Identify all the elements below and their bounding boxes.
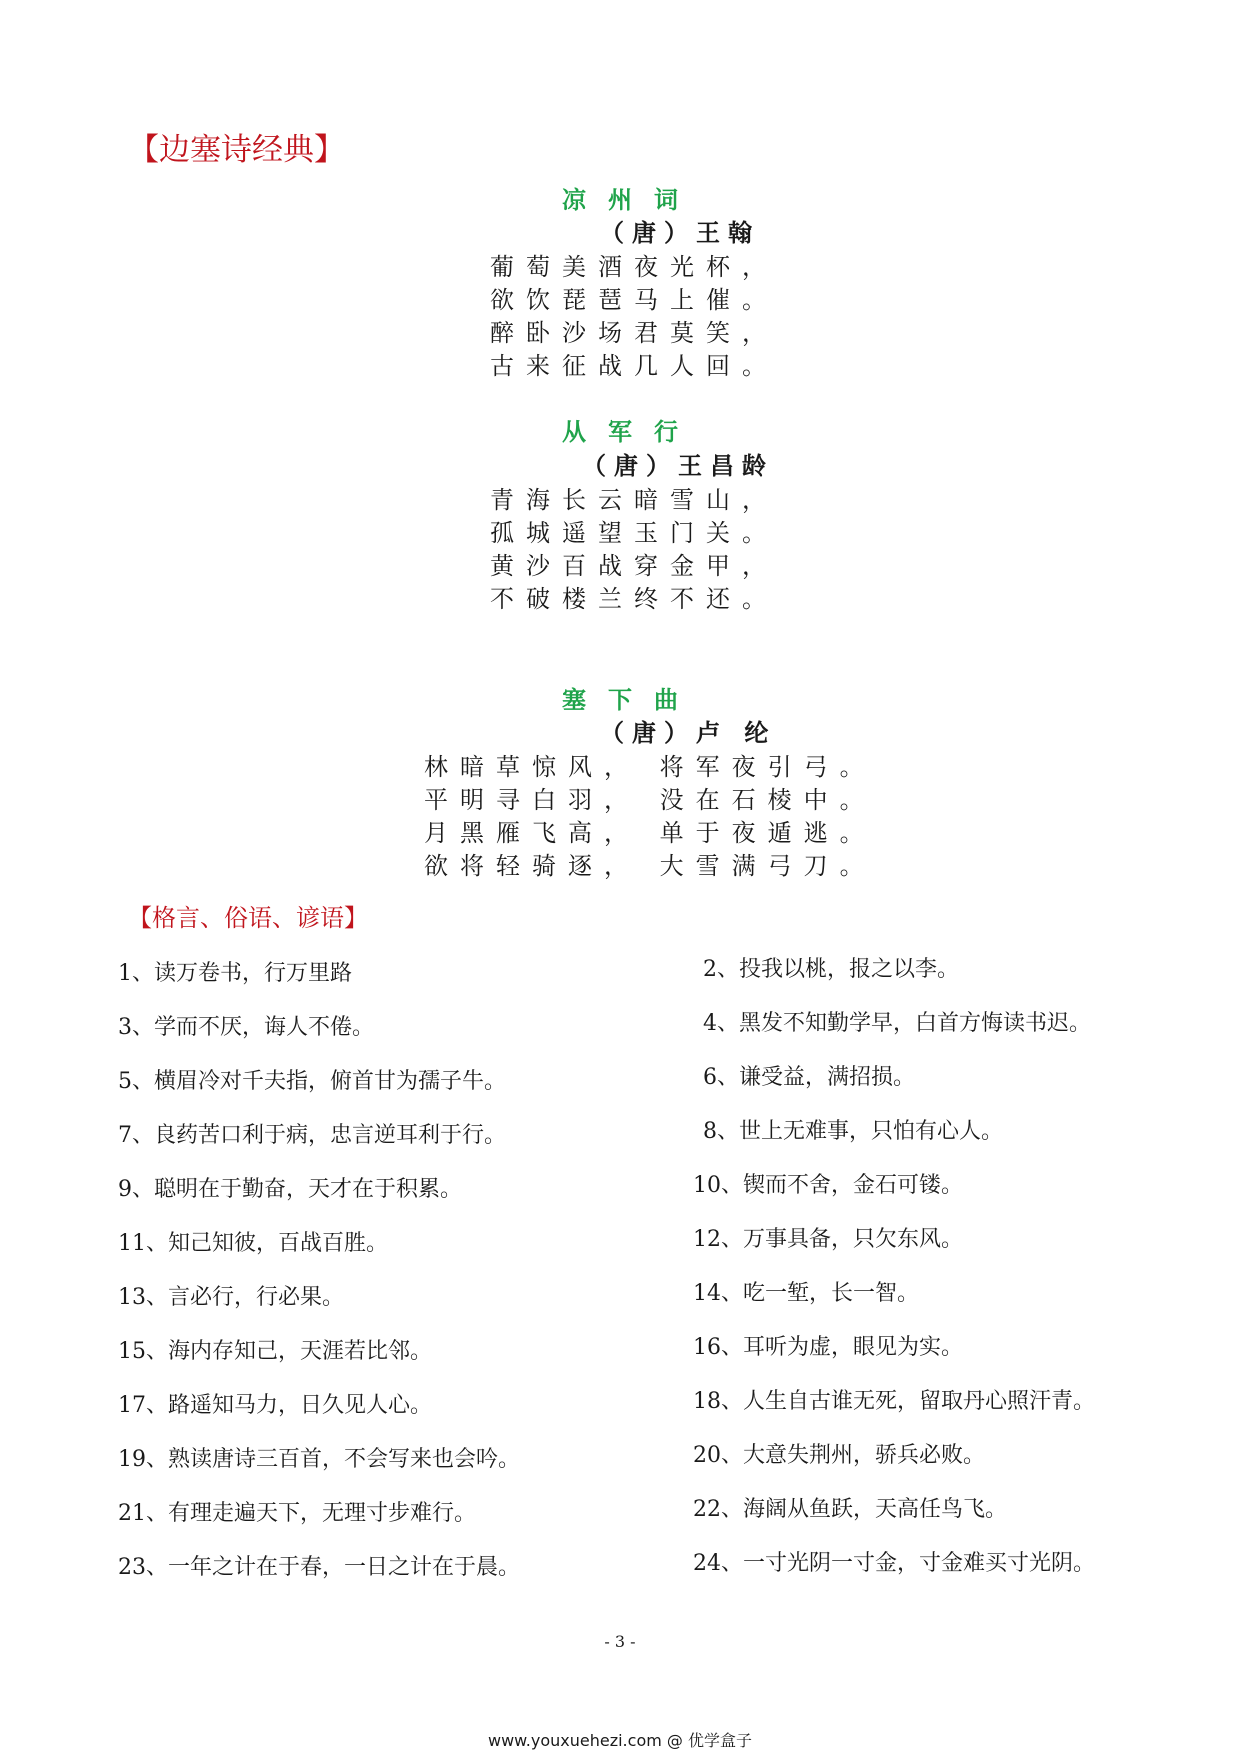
proverb-item: 1、读万卷书，行万里路 xyxy=(118,961,352,986)
poem-line: 古来征战几人回。 xyxy=(490,352,778,380)
proverb-item: 9、聪明在于勤奋，天才在于积累。 xyxy=(118,1177,462,1202)
proverb-item: 3、学而不厌，诲人不倦。 xyxy=(118,1015,374,1040)
proverb-item: 23、一年之计在于春，一日之计在于晨。 xyxy=(118,1555,520,1580)
poem-author: （唐）卢 纶 xyxy=(600,718,777,747)
proverb-item: 4、黑发不知勤学早，白首方悔读书迟。 xyxy=(703,1011,1091,1036)
section-heading-border-poems: 【边塞诗经典】 xyxy=(128,132,345,168)
poem-line: 孤城遥望玉门关。 xyxy=(490,519,778,547)
proverb-item: 2、投我以桃，报之以李。 xyxy=(703,957,959,982)
page-number: - 3 - xyxy=(604,1632,636,1651)
poem-line: 黄沙百战穿金甲， xyxy=(490,552,778,580)
poem-line: 醉卧沙场君莫笑， xyxy=(490,319,778,347)
poem-line: 葡萄美酒夜光杯， xyxy=(490,253,778,281)
proverb-item: 17、路遥知马力，日久见人心。 xyxy=(118,1393,432,1418)
proverb-item: 16、耳听为虚，眼见为实。 xyxy=(693,1335,963,1360)
proverb-item: 11、知己知彼，百战百胜。 xyxy=(118,1231,388,1256)
proverb-item: 24、一寸光阴一寸金，寸金难买寸光阴。 xyxy=(693,1551,1095,1576)
section-heading-proverbs: 【格言、俗语、谚语】 xyxy=(128,904,368,932)
poem-line: 平明寻白羽， 没在石棱中。 xyxy=(424,786,876,814)
proverb-item: 12、万事具备，只欠东风。 xyxy=(693,1227,963,1252)
proverb-item: 5、横眉冷对千夫指，俯首甘为孺子牛。 xyxy=(118,1069,506,1094)
poem-line: 不破楼兰终不还。 xyxy=(490,585,778,613)
proverb-item: 18、人生自古谁无死，留取丹心照汗青。 xyxy=(693,1389,1095,1414)
proverb-item: 14、吃一堑，长一智。 xyxy=(693,1281,919,1306)
proverb-item: 13、言必行，行必果。 xyxy=(118,1285,344,1310)
poem-title: 塞下曲 xyxy=(562,685,700,714)
poem-line: 欲将轻骑逐， 大雪满弓刀。 xyxy=(424,852,876,880)
proverb-item: 15、海内存知己，天涯若比邻。 xyxy=(118,1339,432,1364)
footer-watermark: www.youxuehezi.com @ 优学盒子 xyxy=(488,1731,752,1750)
proverb-item: 19、熟读唐诗三百首，不会写来也会吟。 xyxy=(118,1447,520,1472)
proverb-item: 22、海阔从鱼跃，天高任鸟飞。 xyxy=(693,1497,1007,1522)
poem-line: 月黑雁飞高， 单于夜遁逃。 xyxy=(424,819,876,847)
proverb-item: 21、有理走遍天下，无理寸步难行。 xyxy=(118,1501,476,1526)
poem-line: 青海长云暗雪山， xyxy=(490,486,778,514)
poem-author: （唐）王昌龄 xyxy=(582,451,774,480)
proverb-item: 7、良药苦口利于病，忠言逆耳利于行。 xyxy=(118,1123,506,1148)
proverb-item: 20、大意失荆州，骄兵必败。 xyxy=(693,1443,985,1468)
poem-author: （唐）王翰 xyxy=(600,218,760,247)
proverb-item: 6、谦受益，满招损。 xyxy=(703,1065,915,1090)
proverb-item: 10、锲而不舍，金石可镂。 xyxy=(693,1173,963,1198)
proverb-item: 8、世上无难事，只怕有心人。 xyxy=(703,1119,1003,1144)
poem-line: 林暗草惊风， 将军夜引弓。 xyxy=(424,753,876,781)
poem-title: 凉州词 xyxy=(562,185,700,214)
poem-line: 欲饮琵琶马上催。 xyxy=(490,286,778,314)
poem-title: 从军行 xyxy=(562,417,700,446)
